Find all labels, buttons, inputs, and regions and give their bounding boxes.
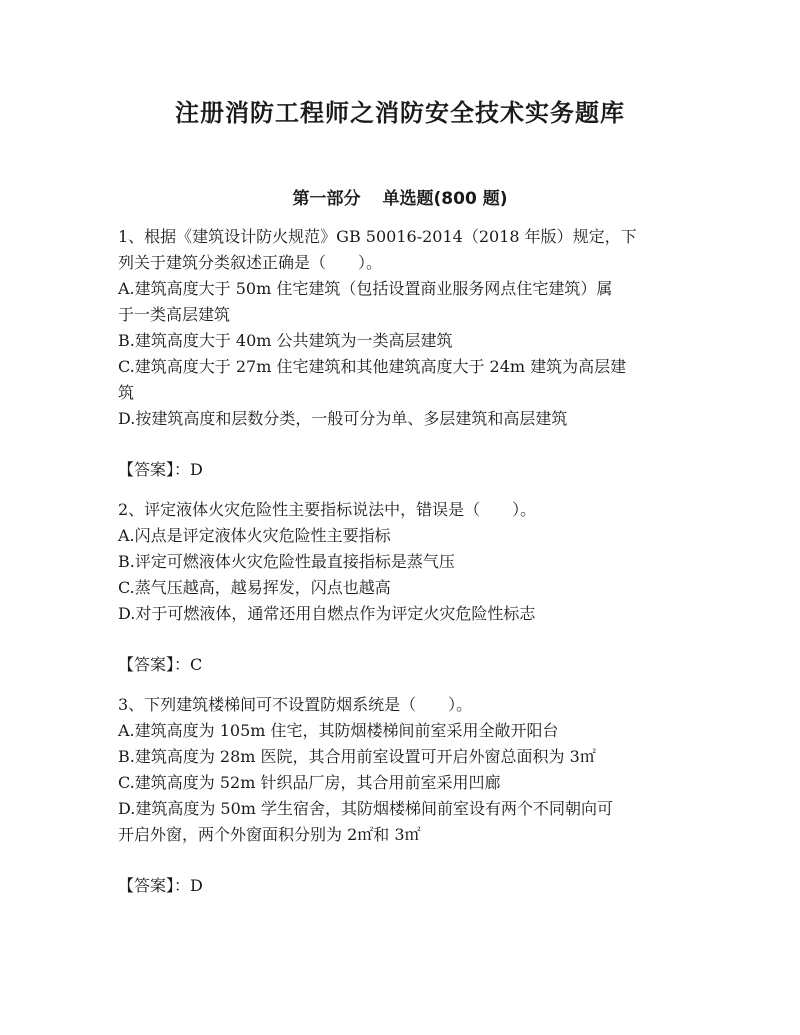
question-stem-line: 3、下列建筑楼梯间可不设置防烟系统是（ ）。 (118, 695, 473, 714)
answer-value: C (190, 655, 203, 674)
section-name: 单选题(800 题) (382, 189, 508, 209)
section-part: 第一部分 (292, 189, 361, 209)
option-c-line: C.建筑高度大于 27m 住宅建筑和其他建筑高度大于 24m 建筑为高层建 (118, 357, 627, 376)
option-a-line: A.建筑高度为 105m 住宅，其防烟楼梯间前室采用全敞开阳台 (118, 721, 559, 740)
option-b-line: B.建筑高度大于 40m 公共建筑为一类高层建筑 (118, 331, 453, 350)
section-heading (0, 184, 800, 209)
answer-line (118, 457, 674, 483)
answer-line (118, 652, 674, 678)
question-stem-line: 列关于建筑分类叙述正确是（ ）。 (118, 253, 383, 272)
option-d-line: D.建筑高度为 50m 学生宿舍，其防烟楼梯间前室设有两个不同朝向可 (118, 799, 614, 818)
question-stem-line: 2、评定液体火灾危险性主要指标说法中，错误是（ ）。 (118, 500, 537, 519)
option-d-line: D.按建筑高度和层数分类，一般可分为单、多层建筑和高层建筑 (118, 409, 568, 428)
option-b-line: B.建筑高度为 28m 医院，其合用前室设置可开启外窗总面积为 3㎡ (118, 747, 596, 766)
answer-value: D (190, 460, 203, 479)
answer-label: 【答案】： (118, 460, 191, 479)
option-c-line: C.建筑高度为 52m 针织品厂房，其合用前室采用凹廊 (118, 773, 501, 792)
option-a-line: A.建筑高度大于 50m 住宅建筑（包括设置商业服务网点住宅建筑）属 (118, 279, 613, 298)
answer-label: 【答案】： (118, 876, 191, 895)
option-a-line: 于一类高层建筑 (118, 305, 231, 324)
question-list (118, 224, 674, 913)
option-d-line: 开启外窗，两个外窗面积分别为 2㎡和 3㎡ (118, 825, 421, 844)
option-c-line: 筑 (118, 383, 135, 402)
question-3 (118, 692, 674, 899)
question-2 (118, 497, 674, 678)
question-1 (118, 224, 674, 483)
option-b-line: B.评定可燃液体火灾危险性最直接指标是蒸气压 (118, 552, 455, 571)
answer-label: 【答案】： (118, 655, 191, 674)
option-c-line: C.蒸气压越高，越易挥发，闪点也越高 (118, 578, 391, 597)
answer-value: D (190, 876, 203, 895)
answer-line (118, 873, 674, 899)
option-a-line: A.闪点是评定液体火灾危险性主要指标 (118, 526, 391, 545)
option-d-line: D.对于可燃液体，通常还用自燃点作为评定火灾危险性标志 (118, 604, 536, 623)
question-stem-line: 1、根据《建筑设计防火规范》GB 50016-2014（2018 年版）规定，下 (118, 227, 637, 246)
document-title: 注册消防工程师之消防安全技术实务题库 (175, 99, 625, 127)
